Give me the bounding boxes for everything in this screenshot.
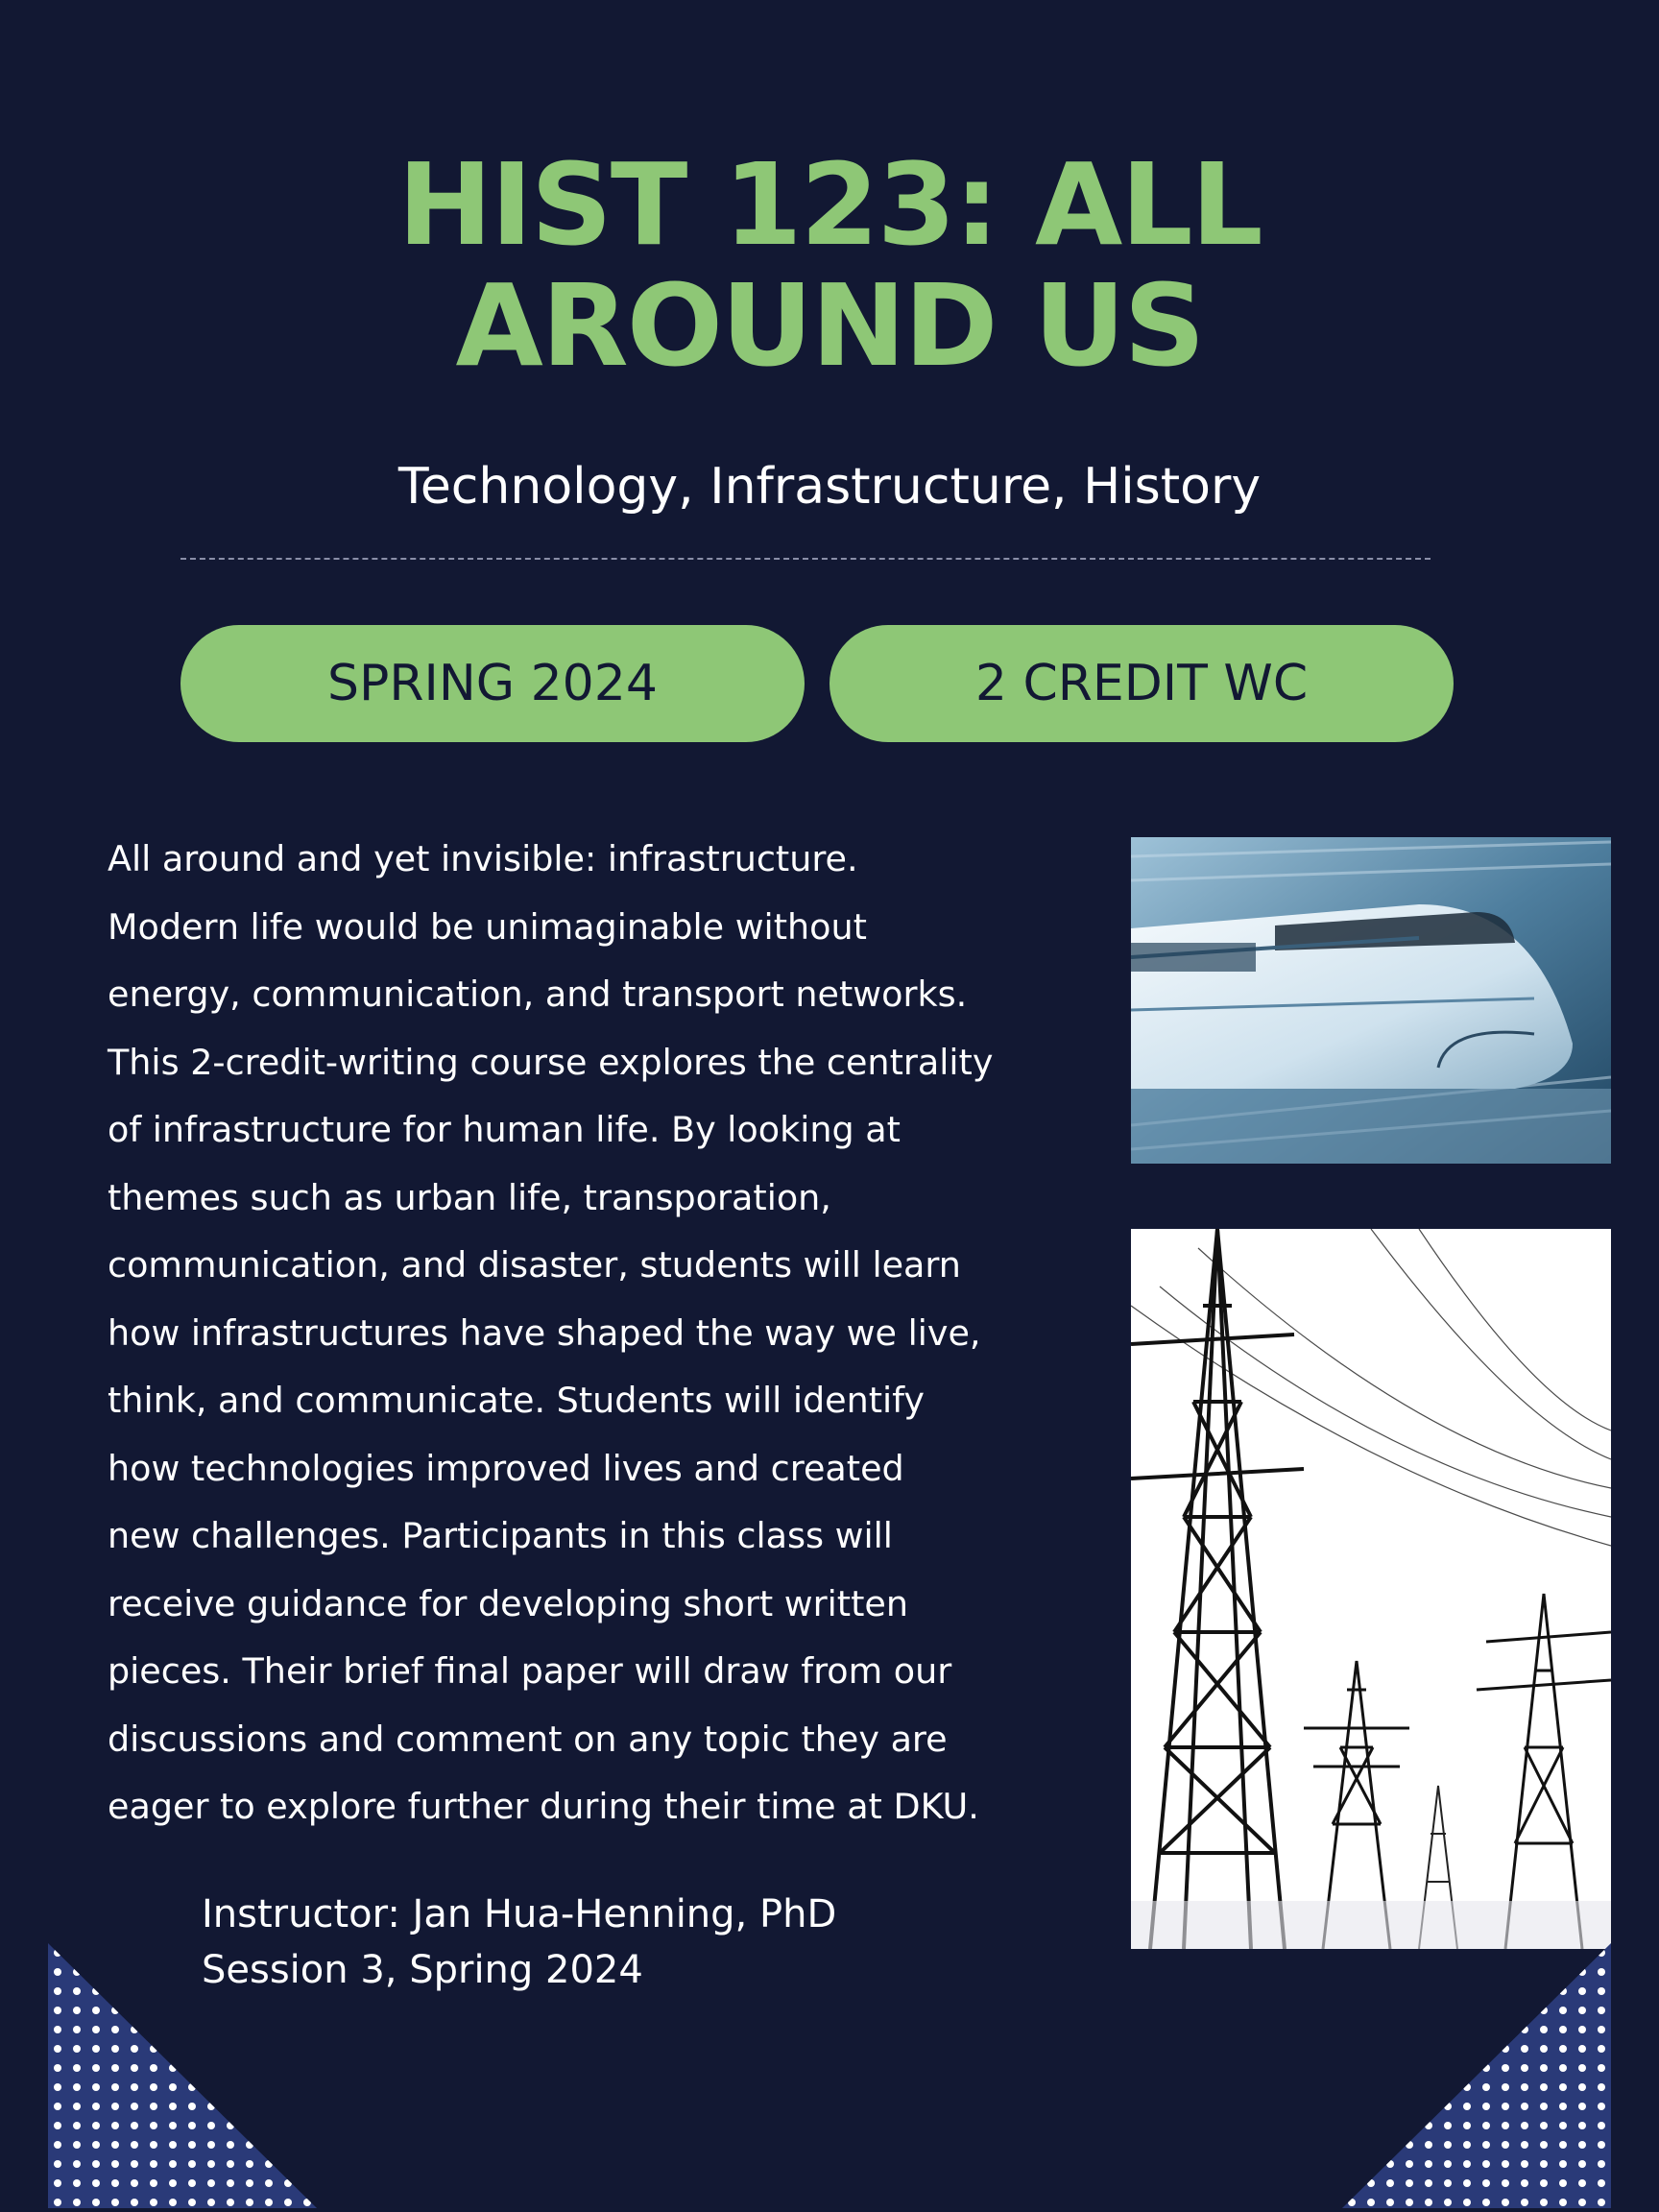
description-line: eager to explore further during their time at DKU.	[108, 1786, 979, 1827]
course-title	[0, 138, 1659, 392]
description-line: how technologies improved lives and created	[108, 1447, 904, 1489]
description-line: All around and yet invisible: infrastructure.	[108, 838, 858, 879]
description-line: how infrastructures have shaped the way we live,	[108, 1311, 981, 1354]
dotted-triangle-decoration	[48, 1943, 336, 2212]
description-line: think, and communicate. Students will identify	[108, 1380, 925, 1421]
course-subtitle: Technology, Infrastructure, History	[397, 458, 1262, 516]
description-line: pieces. Their brief final paper will draw from our	[108, 1650, 952, 1692]
power-pylons-photo	[1131, 1229, 1611, 1949]
description-line: discussions and comment on any topic they are	[108, 1718, 948, 1760]
session-info: Session 3, Spring 2024	[202, 1948, 643, 1992]
description-line: of infrastructure for human life. By looking at	[108, 1109, 901, 1150]
credit-badge: 2 CREDIT WC	[830, 625, 1454, 742]
description-line: receive guidance for developing short written	[108, 1582, 908, 1624]
high-speed-train-photo	[1131, 837, 1611, 1164]
description-line: This 2-credit-writing course explores the centrality	[108, 1041, 994, 1083]
description-line: Modern life would be unimaginable without	[108, 905, 867, 948]
description-line: energy, communication, and transport networks.	[108, 974, 968, 1015]
description-line: themes such as urban life, transporation,	[108, 1176, 831, 1218]
course-title-line-1: HIST 123: ALL	[397, 138, 1262, 271]
term-badge: SPRING 2024	[180, 625, 805, 742]
course-description	[108, 826, 1087, 1841]
instructor-name: Instructor: Jan Hua-Henning, PhD	[202, 1892, 837, 1936]
description-line: new challenges. Participants in this class will	[108, 1515, 893, 1556]
dotted-triangle-decoration	[1323, 1943, 1611, 2212]
description-line: communication, and disaster, students will learn	[108, 1244, 961, 1286]
dashed-divider	[180, 558, 1431, 560]
course-title-line-2: AROUND US	[455, 259, 1204, 392]
